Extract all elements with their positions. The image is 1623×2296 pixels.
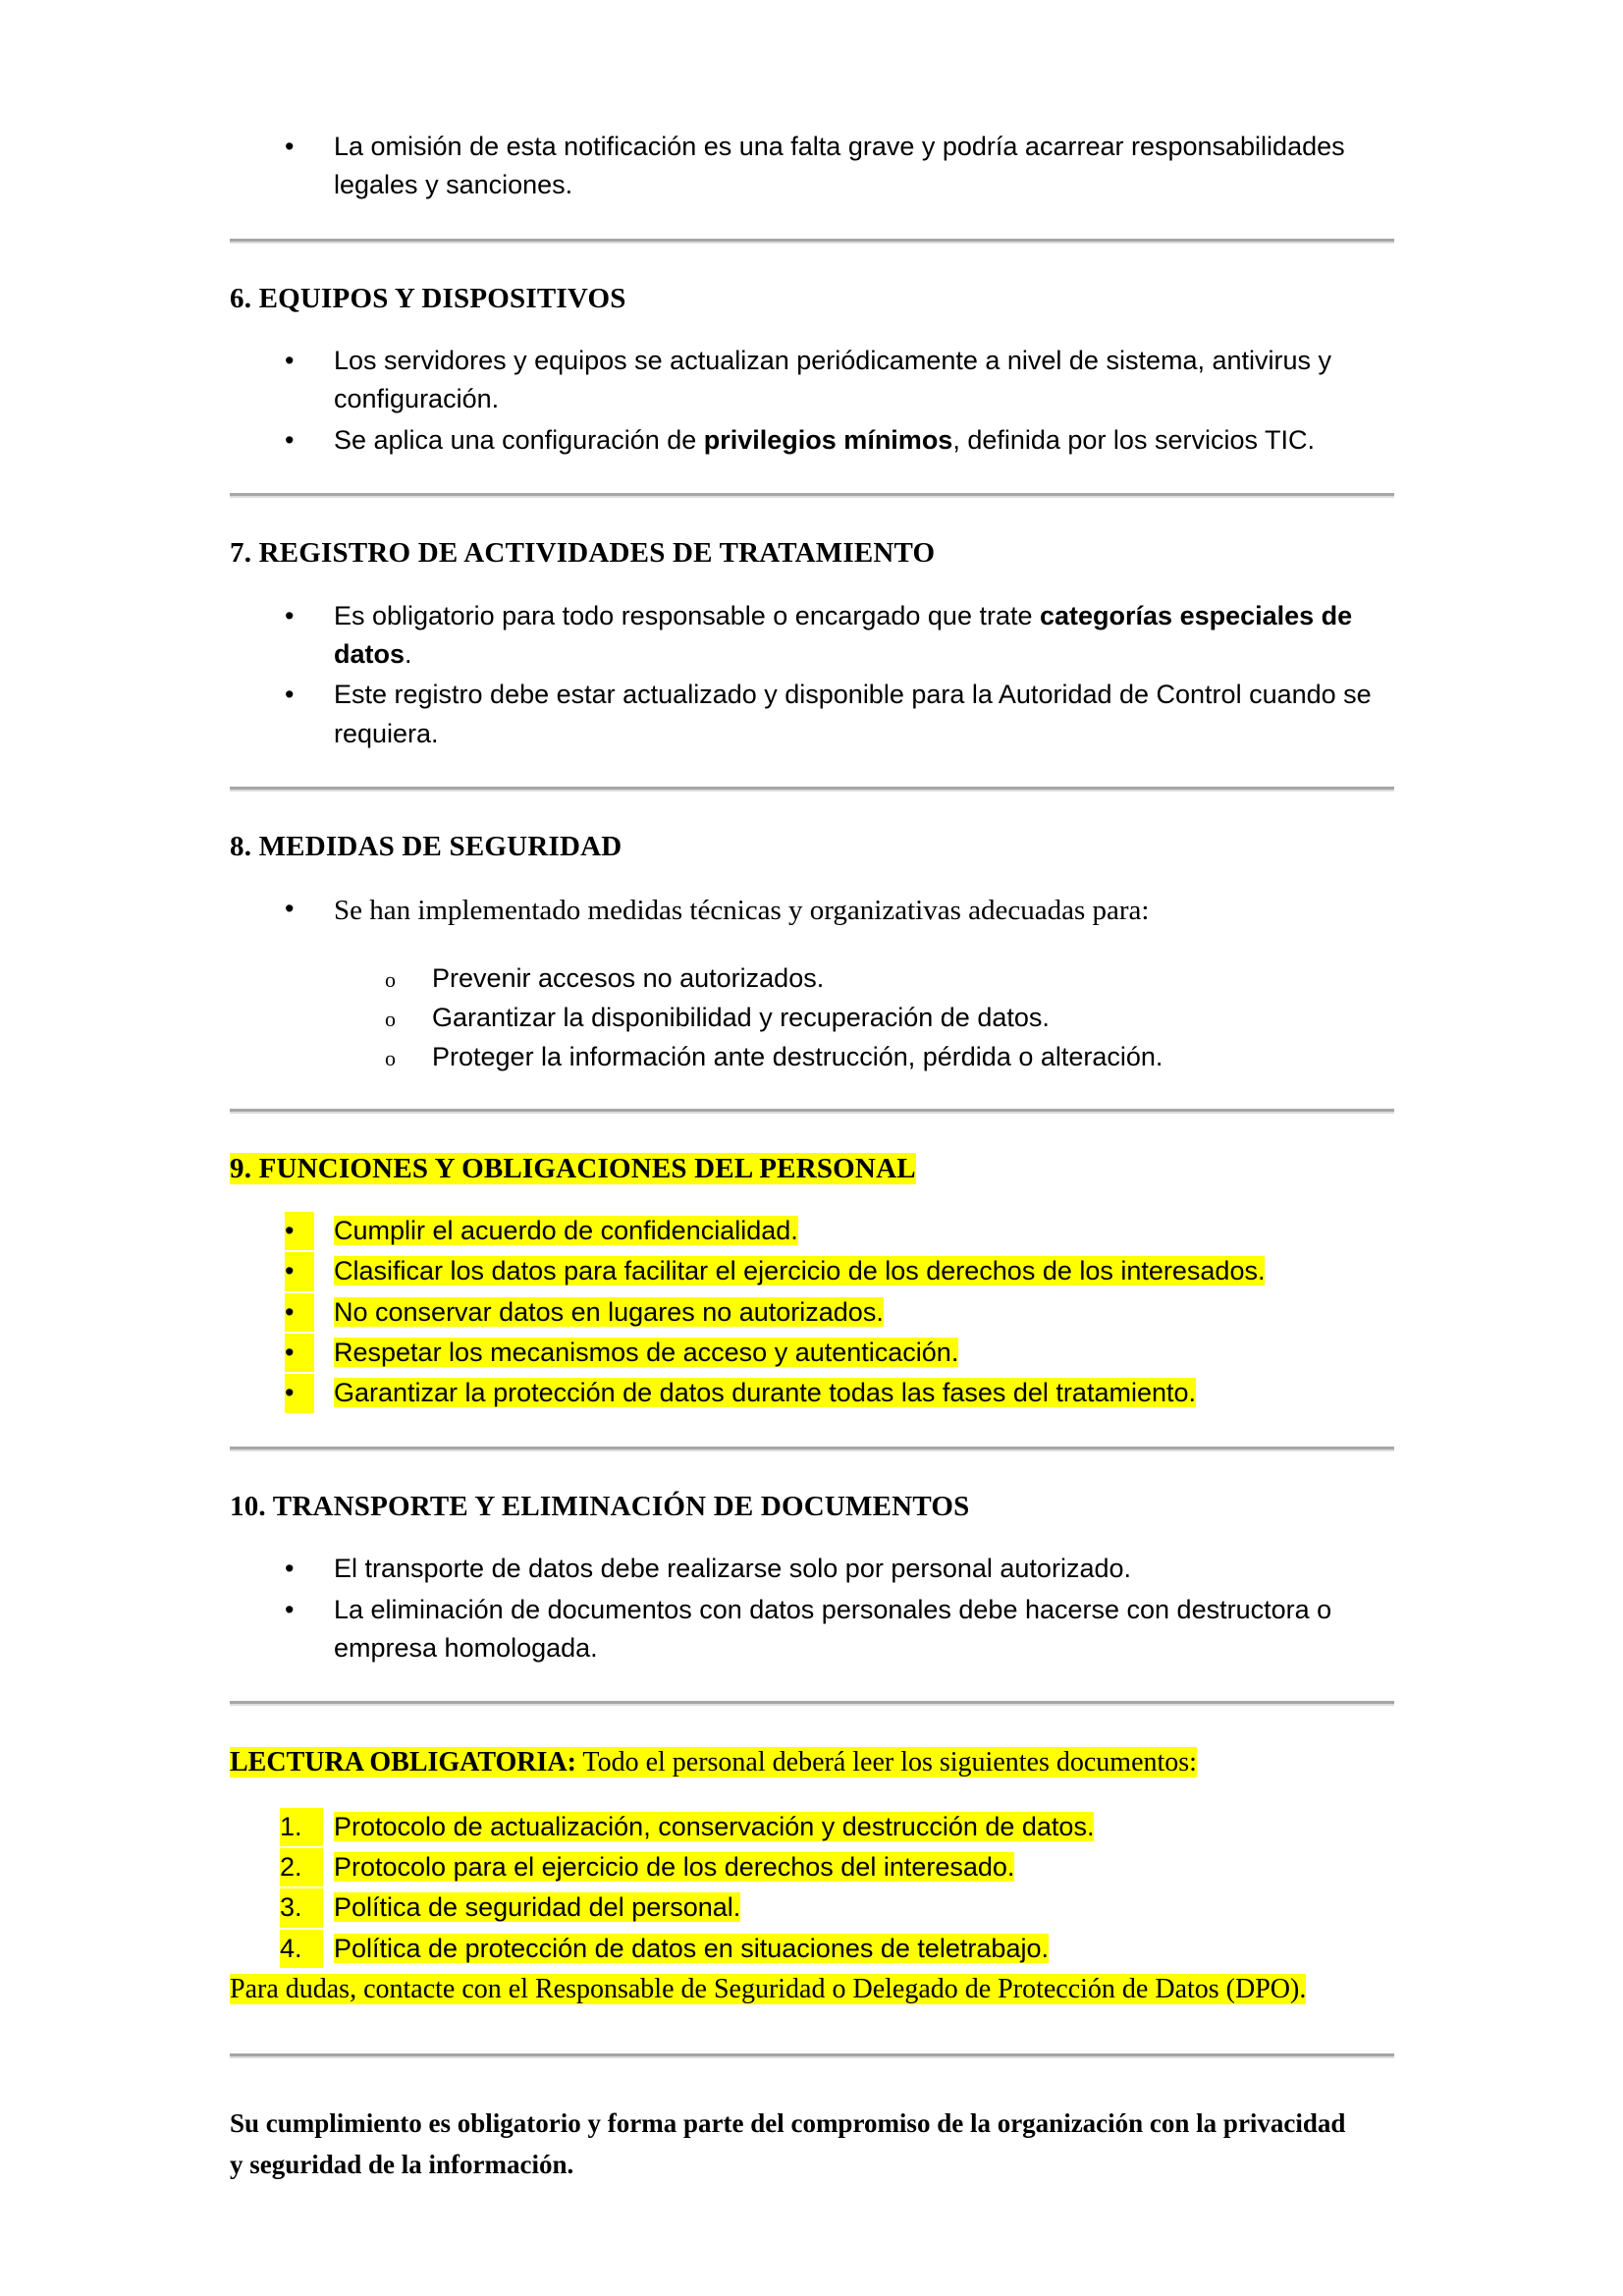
highlighted-text: 9. FUNCIONES Y OBLIGACIONES DEL PERSONAL [230, 1152, 916, 1184]
list-item [230, 1334, 1394, 1372]
bullet-icon: • [285, 1293, 314, 1332]
emphasis-text: categorías especiales de datos [334, 600, 1353, 669]
circle-bullet-icon: o [385, 1045, 396, 1070]
list-item [230, 1374, 1394, 1412]
bullet-icon: • [285, 1212, 314, 1250]
text-after: , definida por los servicios TIC. [952, 424, 1315, 455]
list-number: 1. [280, 1808, 323, 1846]
list-item-text: Política de protección de datos en situaciones de teletrabajo. [334, 1933, 1049, 1963]
section-9-bullet-list [230, 1212, 1394, 1413]
list-item [230, 1888, 1394, 1927]
bullet-icon: • [285, 346, 295, 376]
list-item-text: Garantizar la protección de datos durante todas las fases del tratamiento. [334, 1378, 1197, 1408]
list-item [230, 1252, 1394, 1290]
required-reading-label [230, 1743, 1394, 1781]
bullet-icon: • [285, 424, 295, 455]
list-item-text: Los servidores y equipos se actualizan periódicamente a nivel de sistema, antivirus y configuración. [334, 346, 1332, 414]
list-number: 3. [280, 1888, 323, 1927]
list-item [230, 421, 1394, 460]
list-item-text: El transporte de datos debe realizarse solo por personal autorizado. [334, 1554, 1131, 1584]
document-body [230, 128, 1394, 2186]
list-item [230, 1212, 1394, 1250]
bullet-icon: • [285, 1594, 295, 1624]
bullet-icon: • [285, 1252, 314, 1290]
text-before: Se aplica una configuración de [334, 424, 704, 455]
list-item-text: La omisión de esta notificación es una falta grave y podría acarrear responsabilidades legales y sanciones. [334, 132, 1345, 200]
bullet-icon: • [285, 1554, 295, 1584]
highlighted-text [230, 1747, 1197, 1777]
emphasis-text: privilegios mínimos [703, 424, 953, 455]
list-item-text: Garantizar la disponibilidad y recuperación de datos. [432, 1002, 1050, 1032]
list-item [230, 1293, 1394, 1332]
list-item-text: Este registro debe estar actualizado y disponible para la Autoridad de Control cuando se requiera. [334, 680, 1372, 748]
circle-bullet-icon: o [385, 1006, 396, 1031]
bullet-icon: • [285, 1374, 314, 1412]
list-item-text: Respetar los mecanismos de acceso y autenticación. [334, 1338, 959, 1368]
bullet-icon: • [285, 894, 295, 924]
section-heading-9 [230, 1151, 1394, 1186]
list-item [230, 959, 1394, 999]
section-7-bullet-list [230, 597, 1394, 754]
list-item [230, 1038, 1394, 1077]
section-6-bullet-list [230, 342, 1394, 460]
section-heading-6: 6. EQUIPOS Y DISPOSITIVOS [230, 282, 626, 314]
required-reading-bold-label: LECTURA OBLIGATORIA: [230, 1747, 576, 1778]
section-8-sub-bullet-list [230, 959, 1394, 1077]
list-item [230, 1808, 1394, 1846]
list-item [230, 676, 1394, 753]
list-item-text: Cumplir el acuerdo de confidencialidad. [334, 1215, 798, 1245]
text-after: . [405, 638, 412, 669]
list-item-text: Proteger la información ante destrucción, pérdida o alteración. [432, 1041, 1163, 1071]
list-item [230, 1848, 1394, 1886]
list-item [230, 890, 1394, 931]
list-item-text: Protocolo de actualización, conservación y destrucción de datos. [334, 1811, 1095, 1841]
list-item [230, 999, 1394, 1038]
list-item [230, 342, 1394, 419]
list-item [230, 1550, 1394, 1588]
list-item [230, 128, 1394, 205]
list-number: 4. [280, 1930, 323, 1968]
list-item-text [334, 425, 1315, 455]
list-item-text: Política de seguridad del personal. [334, 1892, 741, 1923]
section-heading-7: 7. REGISTRO DE ACTIVIDADES DE TRATAMIENTO [230, 537, 936, 570]
bullet-icon: • [285, 1334, 314, 1372]
intro-bullet-list [230, 128, 1394, 205]
bullet-icon: • [285, 132, 295, 161]
list-item-text: Se han implementado medidas técnicas y organizativas adecuadas para: [334, 895, 1150, 927]
list-item-text: Protocolo para el ejercicio de los derechos del interesado. [334, 1851, 1015, 1882]
footer-note: Su cumplimiento es obligatorio y forma parte del compromiso de la organización con la privacidad y seguridad de la información. [230, 2108, 1346, 2180]
section-heading-8: 8. MEDIDAS DE SEGURIDAD [230, 831, 622, 863]
list-item-text: Clasificar los datos para facilitar el ejercicio de los derechos de los interesados. [334, 1256, 1266, 1286]
bullet-icon: • [285, 680, 295, 710]
list-item [230, 1591, 1394, 1668]
required-reading-contact-note [230, 1970, 1394, 2008]
list-item-text: La eliminación de documentos con datos personales debe hacerse con destructora o empresa homologada. [334, 1594, 1332, 1663]
list-item-text: Prevenir accesos no autorizados. [432, 962, 825, 993]
text-before: Es obligatorio para todo responsable o encargado que trate [334, 600, 1040, 630]
section-heading-10: 10. TRANSPORTE Y ELIMINACIÓN DE DOCUMENTOS [230, 1490, 970, 1522]
circle-bullet-icon: o [385, 966, 396, 992]
section-10-bullet-list [230, 1550, 1394, 1667]
required-reading-label-rest: Todo el personal deberá leer los siguientes documentos: [575, 1747, 1197, 1778]
list-item-text: No conservar datos en lugares no autorizados. [334, 1296, 884, 1327]
list-item [230, 597, 1394, 675]
list-item [230, 1930, 1394, 1968]
required-reading-list [230, 1808, 1394, 1969]
highlighted-text: Para dudas, contacte con el Responsable de Seguridad o Delegado de Protección de Datos (DPO). [230, 1974, 1307, 2005]
list-item-text [334, 601, 1352, 669]
bullet-icon: • [285, 600, 295, 630]
section-8-bullet-list [230, 890, 1394, 931]
list-number: 2. [280, 1848, 323, 1886]
